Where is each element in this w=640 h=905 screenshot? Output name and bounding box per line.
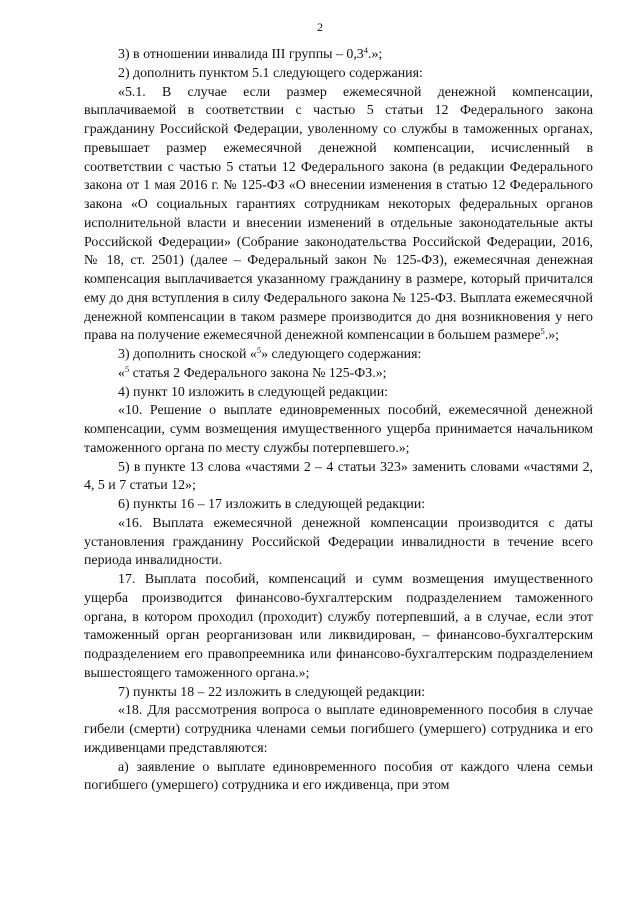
paragraph-point-5-1: «5.1. В случае если размер ежемесячной денежной компенсации, выплачиваемой в соответствии с частью 5 статьи 12 Федерального закона гражданину Российской Федерации, уволенному со службы в таможенных органах, превышает размер ежемесячной денежной компенсации, исчисленный в соответствии с частью 5 статьи 12 Федерального закона (в редакции Федерального закона от 1 мая 2016 г. № 125-ФЗ «О внесении изменения в статью 12 Федерального закона «О социальных гарантиях сотрудникам некоторых федеральных органов исполнительной власти и внесении изменений в отдельные законодательные акты Российской Федерации» (Собрание законодательства Российской Федерации, 2016, № 18, ст. 2501) (далее – Федеральный закон № 125-ФЗ), ежемесячная денежная компенсация выплачивается указанному гражданину в размере, который причитался ему до дня вступления в силу Федерального закона № 125-ФЗ. Выплата ежемесячной денежной компенсации в таком размере производится до дня возникновения у него права на получение ежемесячной денежной компенсации в большем размере$^5$.»; — [84, 84, 593, 344]
paragraph-point-10-intro: 4) пункт 10 изложить в следующей редакции: — [118, 384, 389, 400]
footnote-mark: 5 — [124, 363, 130, 374]
paragraph-footnote-text: «$^5$ статья 2 Федерального закона № 125-ФЗ.»; — [118, 363, 387, 381]
paragraph-point-17: 17. Выплата пособий, компенсаций и сумм возмещения имущественного ущерба производится финансово-бухгалтерским подразделением таможенного органа, в котором проходил (проходит) службу потерпевший, а в случае, если этот таможенный орган реорганизован или ликвидирован, – финансово-бухгалтерским подразделением его правопреемника или финансово-бухгалтерским подразделением вышестоящего таможенного органа.»; — [84, 572, 593, 681]
footnote-mark: 5 — [540, 326, 545, 337]
footnote-mark: 5 — [256, 345, 262, 355]
paragraph-add-point-5-1: 2) дополнить пунктом 5.1 следующего содержания: — [118, 65, 423, 81]
paragraph-point-10: «10. Решение о выплате единовременных пособий, ежемесячной денежной компенсации, сумм возмещения имущественного ущерба принимается начальником таможенного органа по месту службы потерпевшего.»; — [84, 403, 593, 456]
paragraph-points-18-22-intro: 7) пункты 18 – 22 изложить в следующей редакции: — [118, 684, 426, 700]
paragraph-points-16-17-intro: 6) пункты 16 – 17 изложить в следующей редакции: — [118, 497, 426, 512]
paragraph-point-13: 5) в пункте 13 слова «частями 2 – 4 статьи 323» заменить словами «частями 2, 4, 5 и 7 статьи 12»; — [84, 459, 593, 494]
document-body — [84, 46, 593, 796]
paragraph-point-18: «18. Для рассмотрения вопроса о выплате единовременного пособия в случае гибели (смерти) сотрудника членами семьи погибшего (умершего) сотрудника и его иждивенцами представляются: — [84, 703, 593, 756]
paragraph-subpoint-a: а) заявление о выплате единовременного пособия от каждого члена семьи погибшего (умершего) сотрудника и его иждивенца, при этом — [84, 759, 593, 794]
page-number: 2 — [317, 20, 323, 34]
paragraph-point-16: «16. Выплата ежемесячной денежной компенсации производится с даты установления гражданину Российской Федерации инвалидности в течение всего периода инвалидности. — [84, 515, 593, 569]
paragraph-add-footnote: 3) дополнить сноской «$^5$» следующего содержания: — [118, 345, 422, 362]
footnote-mark: 4 — [363, 45, 368, 55]
paragraph-invalid-group-3: 3) в отношении инвалида III группы – $0,3^4$.»; — [118, 45, 383, 62]
